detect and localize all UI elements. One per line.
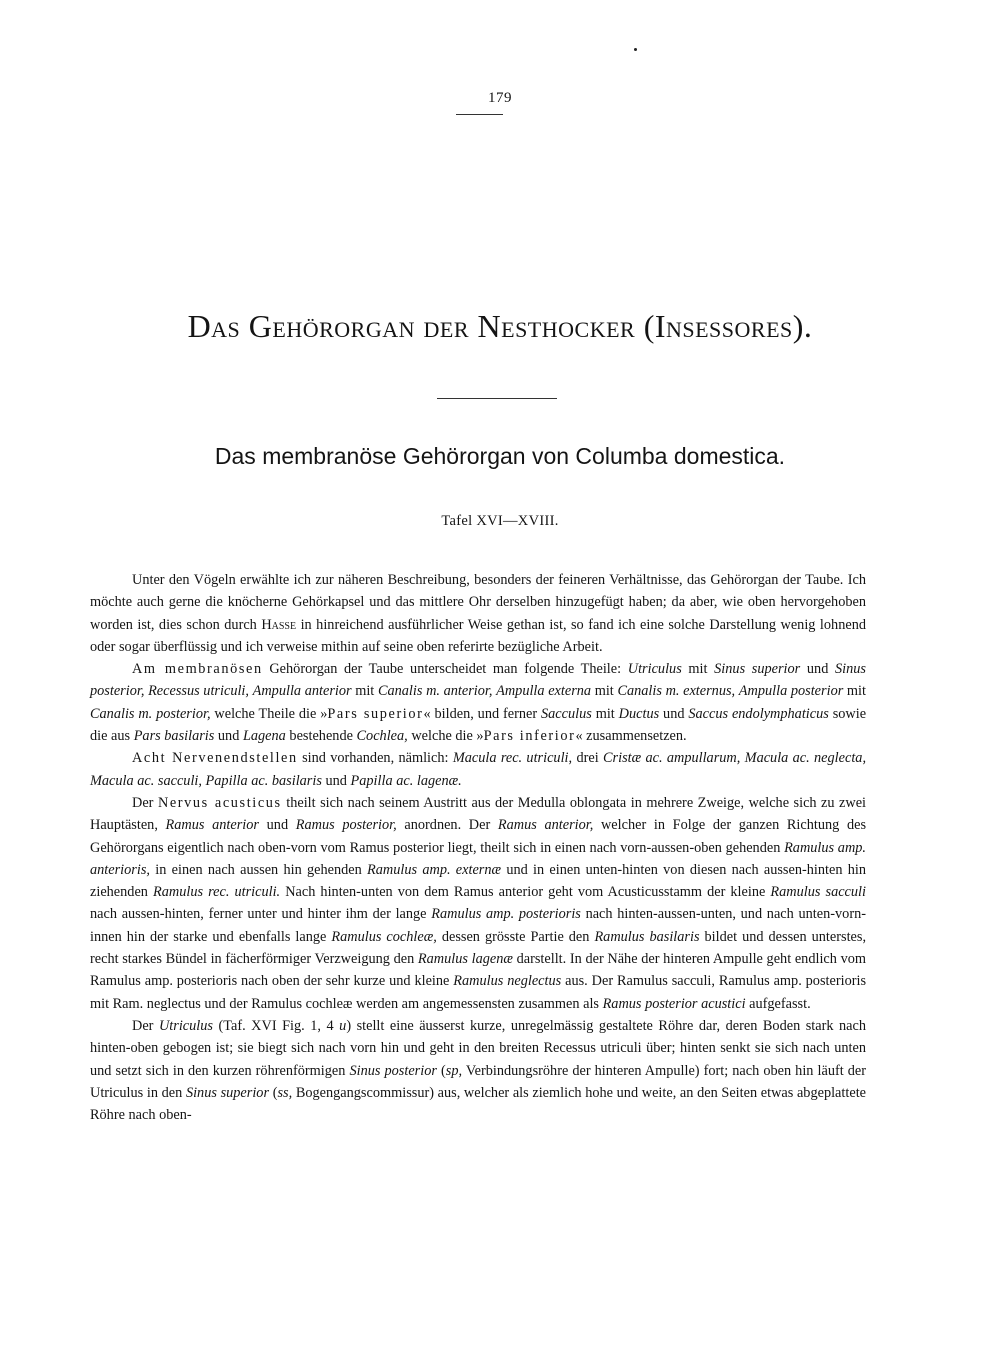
page-number-rule (456, 114, 503, 115)
body-text (90, 569, 866, 1126)
paragraph-5: Der Utriculus (Taf. XVI Fig. 1, 4 u) stellt eine äusserst kurze, unregelmässig gestaltete Röhre dar, deren Boden stark nach hinten-oben gebogen ist; sie biegt sich nach vorn hin und geht in den breiten Recessus utriculi über; hinten senkt sie sich nach unten und setzt sich in den kurzen röhrenförmigen Sinus posterior (sp, Verbindungsröhre der hinteren Ampulle) fort; nach oben hin läuft der Utriculus in den Sinus superior (ss, Bogengangscommissur) aus, welcher als ziemlich hohe und weite, an den Seiten etwas abgeplattete Röhre nach oben- (90, 1017, 867, 1124)
paragraph-4: Der Nervus acusticus theilt sich nach seinem Austritt aus der Medulla oblongata in mehrere Zweige, welche sich zu zwei Hauptästen, Ramus anterior und Ramus posterior, anordnen. Der Ramus anterior, welcher in Folge der ganzen Richtung des Gehörorgans eigentlich nach oben-vorn vom Ramus posterior liegt, theilt sich in einen nach vorn-aussen-oben gehenden Ramulus amp. anterioris, in einen nach aussen hin gehenden Ramulus amp. externæ und in einen unten-hinten von diesen nach aussen-hinten hin ziehenden Ramulus rec. utriculi. Nach hinten-unten von dem Ramus anterior geht vom Acusticusstamm der kleine Ramulus sacculi nach aussen-hinten, ferner unter und hinter ihm der lange Ramulus amp. posterioris nach hinten-aussen-unten, und nach unten-vorn-innen hin der starke und ebenfalls lange Ramulus cochleæ, dessen grösste Partie den Ramulus basilaris bildet und dessen unterstes, recht starkes Bündel in fächerförmiger Verzweigung den Ramulus lagenæ darstellt. In der Nähe der hinteren Ampulle geht endlich vom Ramulus amp. posterioris nach oben der sehr kurze und kleine Ramulus neglectus aus. Der Ramulus sacculi, Ramulus amp. posterioris mit Ram. neglectus und der Ramulus cochleæ werden am angemessensten zusammen als Ramus posterior acustici aufgefasst. (90, 794, 867, 1012)
section-title: Das membranöse Gehörorgan von Columba domestica. (214, 443, 786, 469)
paragraph-1: Unter den Vögeln erwählte ich zur näheren Beschreibung, besonders der feineren Verhältnisse, das Gehörorgan der Taube. Ich möchte auch gerne die knöcherne Gehörkapsel und das mittlere Ohr derselben hinzugefügt haben; da aber, wie oben hervorgehoben worden ist, dies schon durch Hasse in hinreichend ausführlicher Weise gethan ist, so fand ich eine solche Darstellung wenig lohnend oder sogar überflüssig und ich verweise mithin auf seine oben referirte bezügliche Arbeit. (90, 572, 866, 655)
paragraph-3: Acht Nervenendstellen sind vorhanden, nämlich: Macula rec. utriculi, drei Cristæ ac. ampullarum, Macula ac. neglecta, Macula ac. sacculi, Papilla ac. basilaris und Papilla ac. lagenæ. (90, 750, 867, 789)
page-number: 179 (488, 90, 512, 106)
title-divider (437, 398, 557, 399)
main-title: Das Gehörorgan der Nesthocker (Insessores). (187, 308, 813, 344)
plate-reference: Tafel XVI—XVIII. (441, 513, 559, 529)
print-speck (634, 48, 637, 51)
paragraph-2: Am membranösen Gehörorgan der Taube unterscheidet man folgende Theile: Utriculus mit Sinus superior und Sinus posterior, Recessus utriculi, Ampulla anterior mit Canalis m. anterior, Ampulla externa mit Canalis m. externus, Ampulla posterior mit Canalis m. posterior, welche Theile die »Pars superior« bilden, und ferner Sacculus mit Ductus und Saccus endolymphaticus sowie die aus Pars basilaris und Lagena bestehende Cochlea, welche die »Pars inferior« zusammensetzen. (90, 661, 867, 745)
